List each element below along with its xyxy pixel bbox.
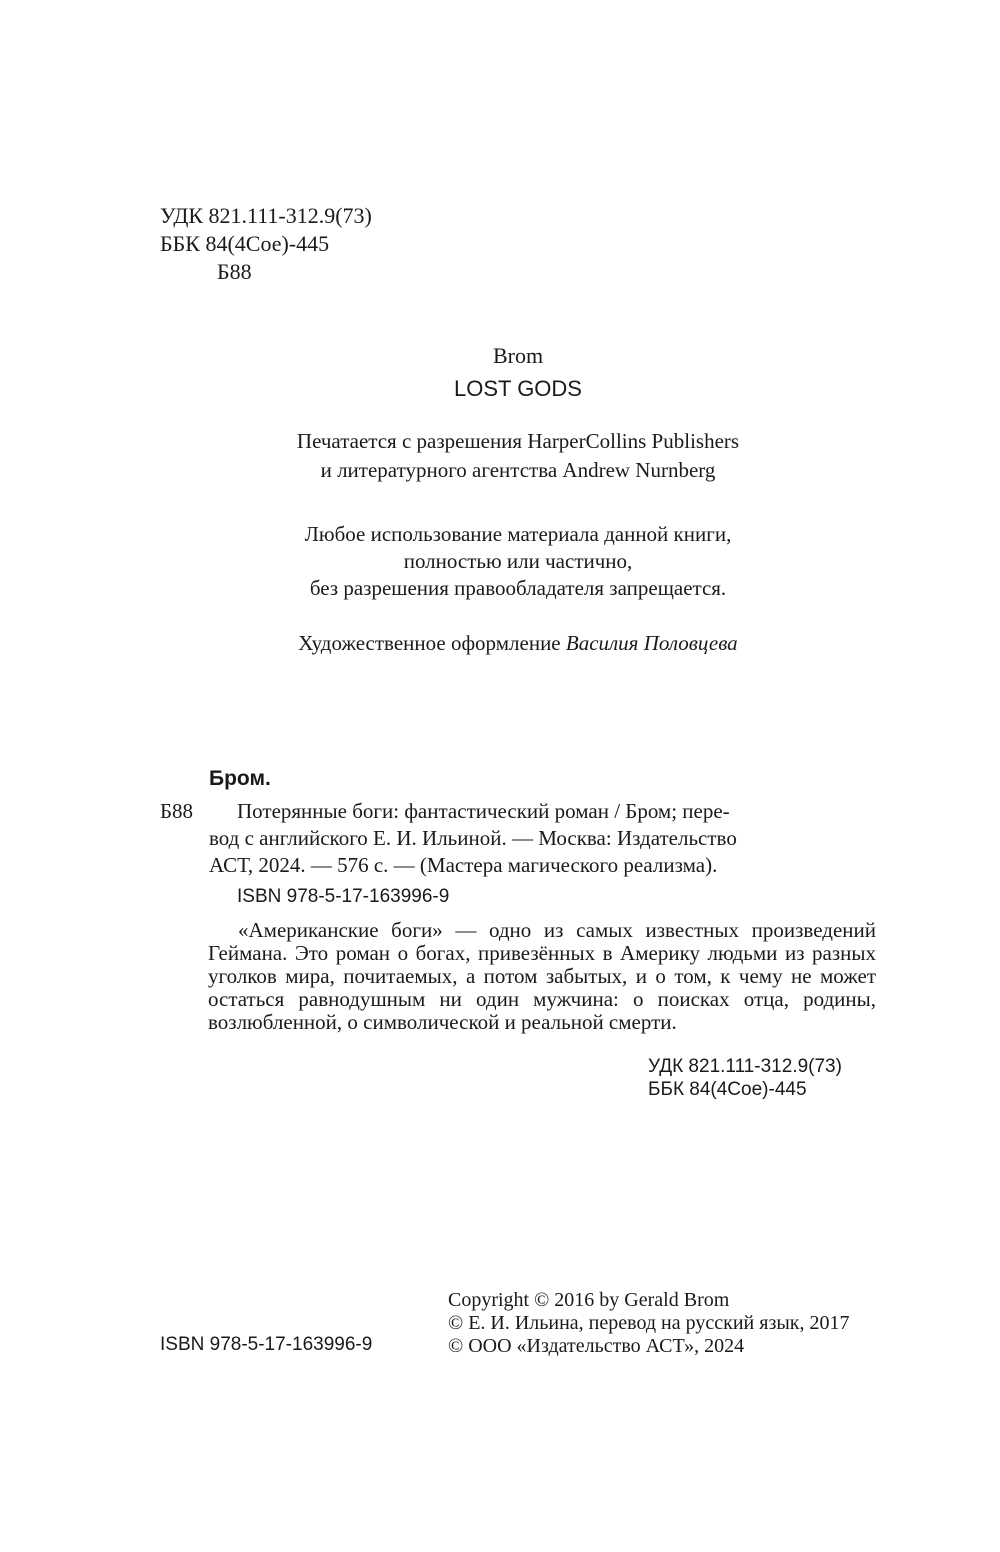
catalog-udk: УДК 821.111-312.9(73) xyxy=(648,1056,842,1077)
rights-notice-line-2: полностью или частично, xyxy=(403,549,633,573)
rights-notice-line-1: Любое использование материала данной книги, xyxy=(304,522,732,546)
catalog-line-2: вод с английского Е. И. Ильиной. — Москва: Издательство xyxy=(209,826,737,850)
design-label: Художественное оформление xyxy=(298,631,561,655)
footer-isbn: ISBN 978-5-17-163996-9 xyxy=(160,1334,373,1355)
catalog-line-3: АСТ, 2024. — 576 с. — (Мастера магического реализма). xyxy=(209,853,718,877)
footer-copyright-2: © Е. И. Ильина, перевод на русский язык, 2017 xyxy=(448,1312,850,1334)
header-udk: УДК 821.111-312.9(73) xyxy=(160,203,372,228)
permission-line-2: и литературного агентства Andrew Nurnberg xyxy=(320,458,716,482)
design-artist: Василия Половцева xyxy=(565,631,738,655)
catalog-line-1: Потерянные боги: фантастический роман / Бром; пере- xyxy=(237,799,730,823)
catalog-isbn: ISBN 978-5-17-163996-9 xyxy=(237,886,450,907)
design-credit xyxy=(0,631,1000,655)
original-title: LOST GODS xyxy=(454,376,582,401)
header-author-mark: Б88 xyxy=(217,259,252,284)
catalog-author-heading: Бром. xyxy=(209,767,271,790)
footer-copyright-1: Copyright © 2016 by Gerald Brom xyxy=(448,1289,730,1311)
original-author: Brom xyxy=(492,343,544,368)
catalog-annotation: «Американские боги» — одно из самых известных произведений Геймана. Это роман о богах, привезённых в Америку людьми из разных уголков мира, почитаемых, а потом забытых, и о том, к чему не может остаться равнодушным ни один мужчина: о поисках отца, родины, возлюбленной, о символической и реальной смерти. xyxy=(208,918,876,1034)
permission-line-1: Печатается с разрешения HarperCollins Publishers xyxy=(296,429,740,453)
catalog-mark: Б88 xyxy=(160,799,194,823)
header-bbk: ББК 84(4Сое)-445 xyxy=(160,231,330,256)
footer-copyright-3: © ООО «Издательство АСТ», 2024 xyxy=(448,1335,745,1357)
rights-notice-line-3: без разрешения правообладателя запрещается. xyxy=(309,576,727,600)
catalog-bbk: ББК 84(4Сое)-445 xyxy=(648,1079,807,1100)
